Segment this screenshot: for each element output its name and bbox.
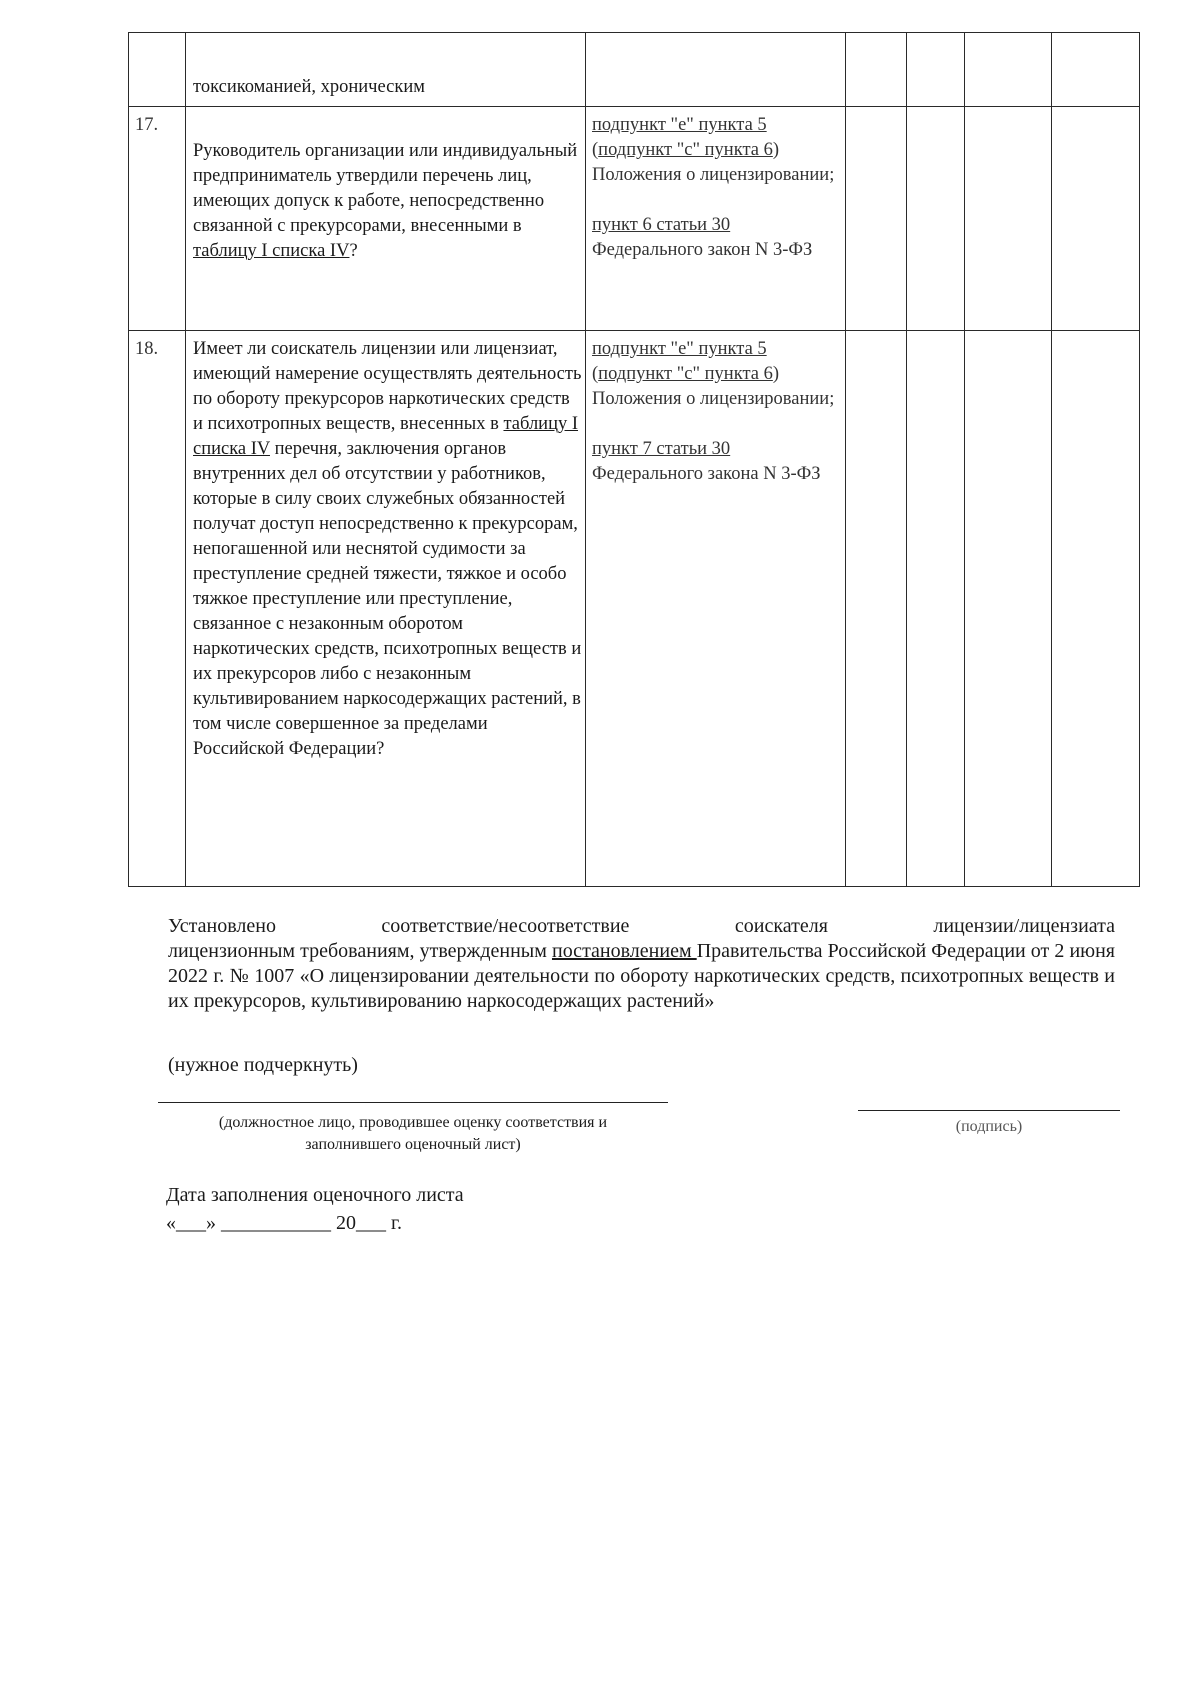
question-text-end: перечня, заключения органов внутренних дел об отсутствии у работников, которые в силу своих служебных обязанностей получат доступ непосредственно к прекурсорам, непогашенной или неснятой судимости за преступление средней тяжести, тяжкое и особо тяжкое преступление или преступление, связанное с незаконным оборотом наркотических средств, психотропных веществ и их прекурсоров либо с незаконным культивированием наркосодержащих растений, в том числе совершенное за пределами Российской Федерации? [193, 439, 582, 759]
cell-answer-na [965, 33, 1052, 107]
cell-number [129, 33, 186, 107]
legal-reference [586, 331, 845, 487]
conclusion-line-2 [168, 939, 1115, 1014]
signature-line [858, 1110, 1120, 1111]
cell-requirement [186, 33, 586, 107]
legal-reference [586, 107, 845, 263]
reference-close-paren: ) [772, 364, 780, 384]
reference-text-2: Федерального закона N 3-ФЗ [592, 464, 821, 484]
official-caption [158, 1112, 668, 1156]
reference-open-paren: ( [592, 140, 599, 160]
reference-link-1[interactable]: подпункт "е" пункта 5 [592, 115, 767, 135]
cell-requirement [186, 331, 586, 887]
requirement-question [186, 107, 585, 264]
cell-reference [586, 33, 846, 107]
reference-text-2: Федерального закон N 3-ФЗ [592, 240, 813, 260]
cell-comment [1052, 33, 1140, 107]
reference-link-3[interactable]: пункт 6 статьи 30 [592, 215, 731, 235]
reference-text-1: Положения о лицензировании; [592, 165, 835, 185]
row-number: 17. [135, 115, 159, 135]
official-signature-line [158, 1102, 668, 1103]
underline-note: (нужное подчеркнуть) [168, 1054, 358, 1076]
continuation-text: токсикоманией, хроническим [193, 77, 425, 97]
conclusion-line-1: Установлено соответствие/несоответствие соискателя лицензии/лицензиата [168, 915, 1115, 937]
cell-number [129, 331, 186, 887]
reference-link-2[interactable]: подпункт "с" пункта 6 [598, 364, 773, 384]
official-caption-line-2: заполнившего оценочный лист) [305, 1136, 521, 1153]
cell-comment [1052, 107, 1140, 331]
table-row-continuation [129, 33, 1140, 107]
cell-requirement [186, 107, 586, 331]
cell-answer-yes [846, 107, 907, 331]
conclusion-paragraph [168, 914, 1115, 1014]
reference-link-3[interactable]: пункт 7 статьи 30 [592, 439, 731, 459]
cell-answer-yes [846, 33, 907, 107]
reference-open-paren: ( [592, 364, 599, 384]
cell-answer-yes [846, 331, 907, 887]
table-row-17 [129, 107, 1140, 331]
row-number: 18. [135, 339, 159, 359]
cell-comment [1052, 331, 1140, 887]
table-row-18 [129, 331, 1140, 887]
question-text-end: ? [349, 241, 358, 261]
signature-caption: (подпись) [955, 1118, 1023, 1135]
question-text: Руководитель организации или индивидуальный предприниматель утвердили перечень лиц, имеющих допуск к работе, непосредственно связанной с прекурсорами, внесенными в [193, 141, 578, 236]
cell-number [129, 107, 186, 331]
cell-answer-na [965, 331, 1052, 887]
reference-link-1[interactable]: подпункт "е" пункта 5 [592, 339, 767, 359]
cell-answer-no [907, 331, 965, 887]
reference-text-1: Положения о лицензировании; [592, 389, 835, 409]
conclusion-text-a: лицензионным требованиям, утвержденным [168, 940, 552, 962]
cell-answer-no [907, 33, 965, 107]
date-label: Дата заполнения оценочного листа [166, 1184, 464, 1206]
reference-link-2[interactable]: подпункт "с" пункта 6 [598, 140, 773, 160]
question-link[interactable]: таблицу I списка IV [193, 241, 350, 261]
date-template: «___» ___________ 20___ г. [166, 1212, 402, 1234]
official-caption-line-1: (должностное лицо, проводившее оценку соответствия и [218, 1114, 608, 1131]
cell-answer-no [907, 107, 965, 331]
conclusion-text-b: Правительства Российской Федерации от 2 июня 2022 г. № 1007 «О лицензировании деятельности по обороту наркотических средств, психотропных веществ и их прекурсоров, культивированию наркосодержащих растений» [168, 940, 1115, 1012]
cell-reference [586, 107, 846, 331]
requirement-question [186, 331, 585, 762]
question-text: Имеет ли соискатель лицензии или лицензиат, имеющий намерение осуществлять деятельность по обороту прекурсоров наркотических средств и психотропных веществ, внесенных в [193, 339, 582, 434]
resolution-link[interactable]: постановлением [551, 940, 697, 962]
cell-reference [586, 331, 846, 887]
checklist-table [128, 32, 1140, 887]
question-link[interactable]: таблицу I списка IV [193, 414, 579, 459]
cell-answer-na [965, 107, 1052, 331]
reference-close-paren: ) [772, 140, 780, 160]
